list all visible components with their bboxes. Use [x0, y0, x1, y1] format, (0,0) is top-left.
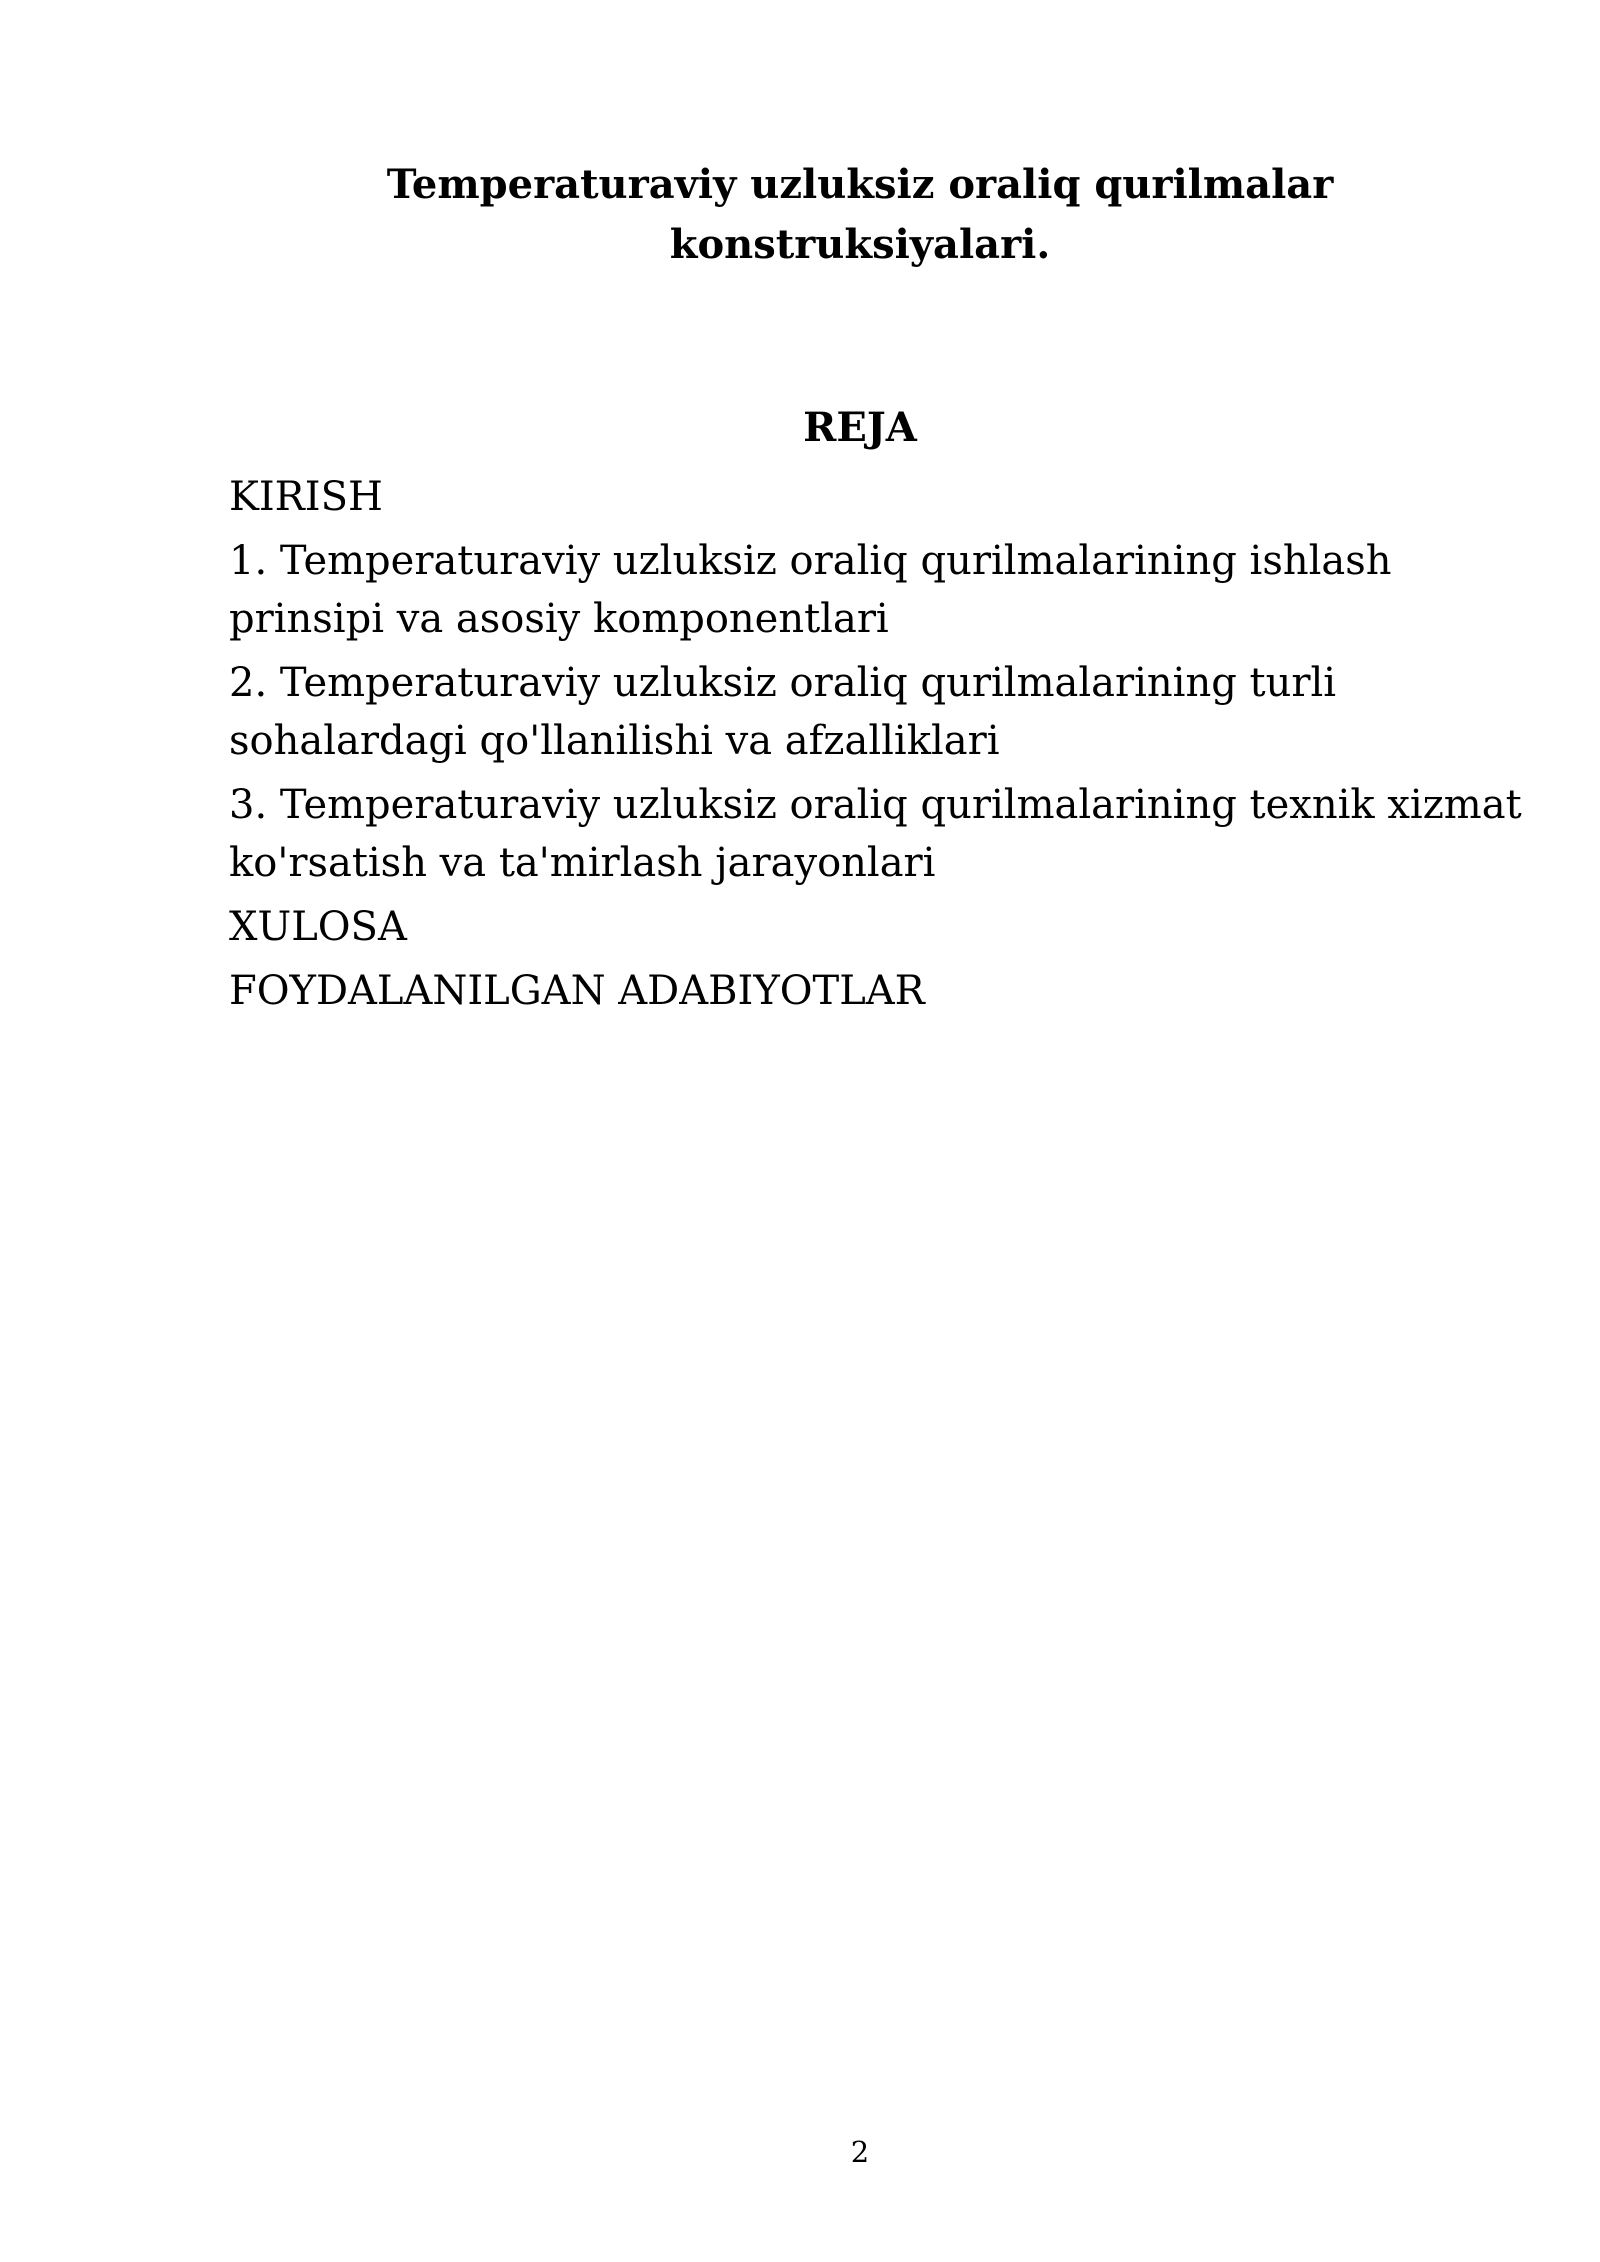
plan-heading: REJA — [803, 404, 917, 451]
plan-item-introduction: KIRISH — [229, 474, 383, 520]
document-title-line-1: Temperaturaviy uzluksiz oraliq qurilmalar — [386, 161, 1334, 208]
document-title — [230, 155, 1490, 275]
plan-item-3: 3. Temperaturaviy uzluksiz oraliq qurilmalarining texnik xizmat ko'rsatish va ta'mirlash jarayonlari — [229, 782, 1522, 886]
plan-item-conclusion: XULOSA — [229, 904, 407, 950]
page-number: 2 — [850, 2135, 870, 2169]
plan-item-2: 2. Temperaturaviy uzluksiz oraliq qurilmalarining turli sohalardagi qo'llanilishi va afzalliklari — [229, 660, 1337, 764]
plan-list — [229, 468, 1529, 1020]
plan-item-1: 1. Temperaturaviy uzluksiz oraliq qurilmalarining ishlash prinsipi va asosiy komponentlari — [229, 538, 1392, 642]
plan-item-references: FOYDALANILGAN ADABIYOTLAR — [229, 968, 925, 1014]
document-title-line-2: konstruksiyalari. — [669, 221, 1051, 268]
